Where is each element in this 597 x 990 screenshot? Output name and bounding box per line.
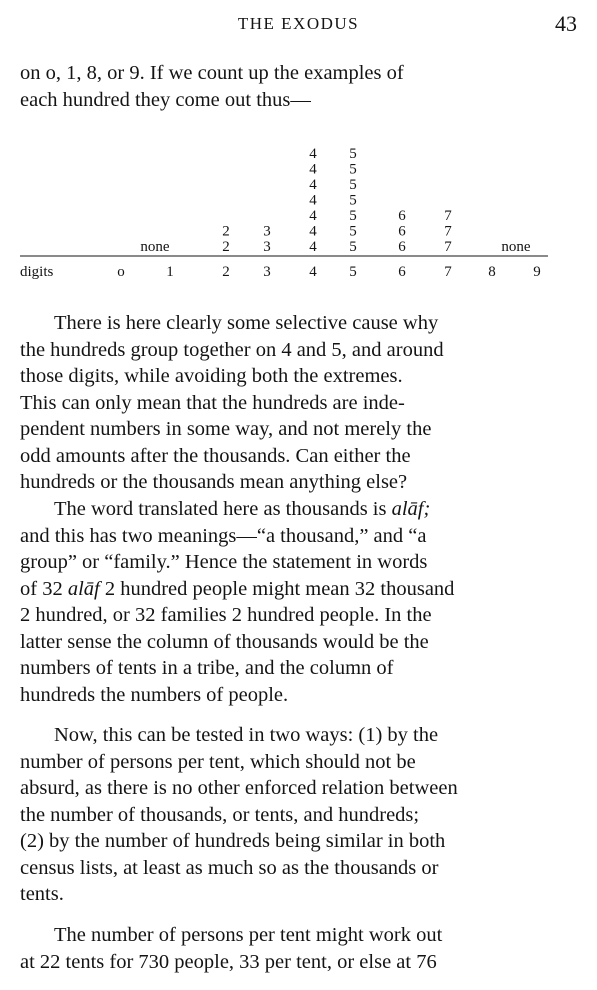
text-line: pendent numbers in some way, and not merely the [20,418,432,440]
text-line: on o, 1, 8, or 9. If we count up the examples of [20,62,404,84]
text-line: tents. [20,883,64,905]
digit-label: 8 [488,264,496,280]
text-line: odd amounts after the thousands. Can either the [20,444,411,467]
paragraph-two-tests [20,722,581,908]
tally-mark: 6 [398,223,406,240]
text-line: number of persons per tent, which should not be [20,750,416,773]
text-run: The word translated here as thousands is [54,498,392,520]
digit-tally-figure [20,130,581,290]
running-title: THE EXODUS [237,14,360,33]
tally-mark: 5 [349,192,357,209]
tally-mark: 6 [398,208,406,224]
tally-mark: 7 [444,208,452,224]
tally-mark: 4 [309,208,317,224]
tally-mark: 2 [222,239,230,255]
digit-label: 2 [222,264,230,280]
digits-label: digits [20,264,54,280]
tally-mark: 2 [222,223,230,240]
text-line: census lists, at least as much so as the thousands or [20,856,439,879]
tally-mark: 5 [349,161,357,178]
tally-mark: 4 [309,161,317,178]
none-label-right: none [501,239,531,255]
tally-mark: 5 [349,239,357,255]
paragraph-persons-per-tent [20,922,581,975]
tally-mark: 7 [444,223,452,240]
text-line: Now, this can be tested in two ways: (1) by the [54,724,439,746]
text-line: group” or “family.” Hence the statement in words [20,551,428,573]
tally-mark: 5 [349,146,357,162]
tally-mark: 4 [309,192,317,209]
text-run: 2 hundred people might mean 32 thousand [99,577,455,600]
text-line: latter sense the column of thousands would be the [20,630,429,653]
paragraph-alaf-meaning [20,496,581,708]
tally-mark: 6 [398,239,406,255]
tally-mark: 5 [349,223,357,240]
text-line [20,498,430,520]
text-line: 2 hundred, or 32 families 2 hundred people. In the [20,604,432,626]
none-label-left: none [140,239,170,255]
text-line: the hundreds group together on 4 and 5, and around [20,338,444,361]
running-header [0,10,597,40]
digit-label: 9 [533,264,541,280]
text-line: numbers of tents in a tribe, and the column of [20,657,394,679]
tally-mark: 3 [263,223,271,240]
digit-label: 6 [398,264,406,280]
tally-mark: 4 [309,177,317,193]
page-number: 43 [555,11,577,36]
paragraph-selective-cause [20,310,581,496]
text-line: hundreds the numbers of people. [20,683,289,706]
text-line: the number of thousands, or tents, and hundreds; [20,803,420,826]
text-line: (2) by the number of hundreds being similar in both [20,830,446,852]
intro-paragraph [20,60,581,113]
digit-label: 3 [263,264,271,280]
tally-svg [20,130,581,290]
text-line: at 22 tents for 730 people, 33 per tent, or else at 76 [20,950,437,973]
italic-word: alāf; [391,498,431,520]
digit-label: 7 [444,264,452,280]
tally-mark: 3 [263,239,271,255]
text-line: This can only mean that the hundreds are inde- [20,391,405,414]
digit-label: 4 [309,264,317,280]
tally-mark: 4 [309,239,317,255]
tally-mark: 5 [349,177,357,193]
digit-label: 1 [166,264,174,280]
italic-word: alāf [67,577,100,600]
text-line: There is here clearly some selective cause why [54,312,439,334]
tally-mark: 4 [309,146,317,162]
text-line: absurd, as there is no other enforced relation between [20,777,458,799]
text-line: hundreds or the thousands mean anything else? [20,471,408,493]
tally-mark: 7 [444,239,452,255]
text-run: of 32 [20,577,68,600]
text-line: each hundred they come out thus— [20,88,311,111]
digit-label: 5 [349,264,357,280]
text-line: and this has two meanings—“a thousand,” and “a [20,524,427,547]
tally-mark: 5 [349,208,357,224]
text-line [20,578,454,600]
text-line: The number of persons per tent might work out [54,924,443,946]
text-line: those digits, while avoiding both the extremes. [20,365,403,387]
digit-label: o [117,264,125,280]
tally-mark: 4 [309,223,317,240]
